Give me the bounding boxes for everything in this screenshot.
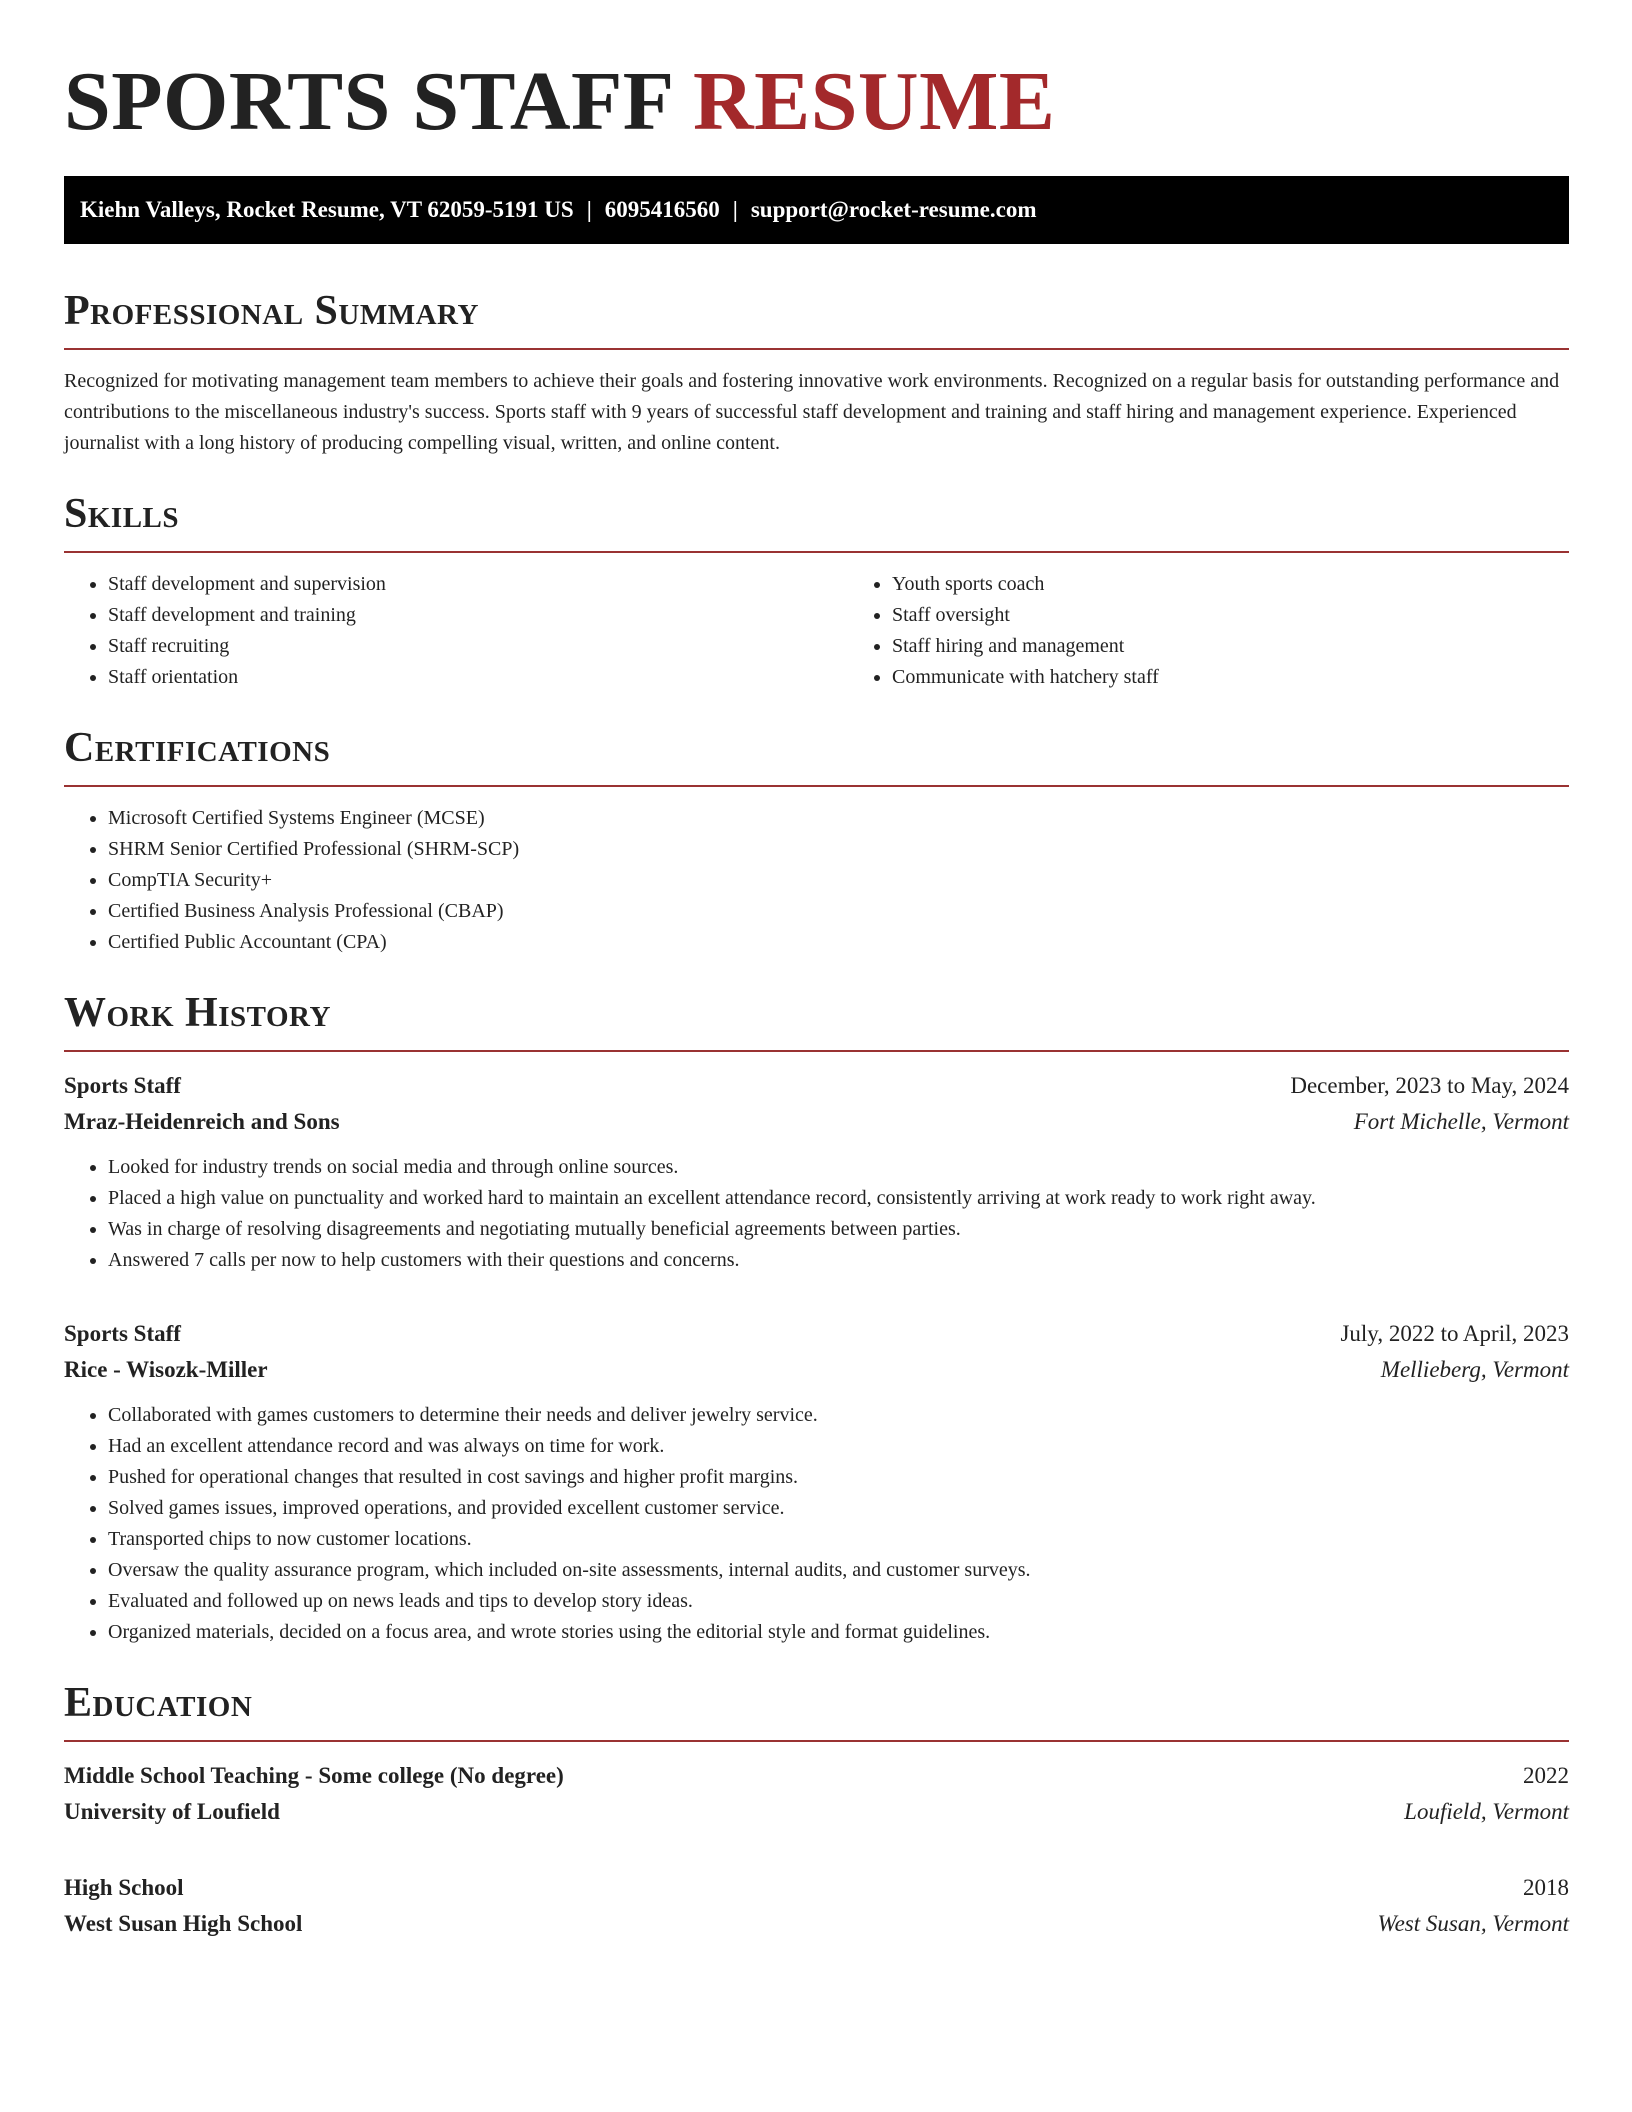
job-company: Rice - Wisozk-Miller [64, 1357, 268, 1382]
skill-item: • Staff orientation [108, 662, 848, 693]
contact-separator: | [732, 197, 738, 222]
certifications-list [64, 803, 1569, 958]
job-bullets [64, 1400, 1569, 1648]
job-title: Sports Staff [64, 1073, 181, 1098]
education-section [64, 1680, 1569, 1942]
job-dates: December, 2023 to May, 2024 [1290, 1073, 1569, 1098]
job-bullet: • Organized materials, decided on a focus area, and wrote stories using the editorial style and format guidelines. [108, 1617, 1569, 1648]
title-accent: RESUME [693, 55, 1056, 148]
education-degree: High School [64, 1875, 184, 1900]
job-header-row [64, 1068, 1569, 1104]
job-bullet: • Pushed for operational changes that resulted in cost savings and higher profit margins. [108, 1462, 1569, 1493]
skill-item: • Staff development and supervision [108, 569, 848, 600]
education-school-row [64, 1794, 1569, 1830]
contact-bar [64, 176, 1569, 244]
certification-item: • Certified Business Analysis Professional (CBAP) [108, 896, 1569, 927]
work-history-heading: Work History [64, 990, 1569, 1052]
job-bullet: • Looked for industry trends on social media and through online sources. [108, 1152, 1569, 1183]
certification-item: • Microsoft Certified Systems Engineer (MCSE) [108, 803, 1569, 834]
job-bullet: • Oversaw the quality assurance program, which included on-site assessments, internal audits, and customer surveys. [108, 1555, 1569, 1586]
certifications-section [64, 725, 1569, 958]
job-bullet: • Solved games issues, improved operations, and provided excellent customer service. [108, 1493, 1569, 1524]
certification-item: • SHRM Senior Certified Professional (SHRM-SCP) [108, 834, 1569, 865]
education-entry [64, 1758, 1569, 1830]
contact-address: Kiehn Valleys, Rocket Resume, VT 62059-5191 US [80, 197, 574, 222]
skills-heading: Skills [64, 491, 1569, 553]
skill-item: • Staff oversight [892, 600, 1632, 631]
education-degree: Middle School Teaching - Some college (No degree) [64, 1763, 564, 1788]
contact-separator: | [586, 197, 592, 222]
skills-list-right [848, 569, 1632, 693]
skills-columns [64, 553, 1569, 693]
summary-section [64, 288, 1569, 459]
education-school-row [64, 1906, 1569, 1942]
contact-phone: 6095416560 [604, 197, 720, 222]
education-year: 2018 [1523, 1875, 1569, 1900]
skill-item: • Communicate with hatchery staff [892, 662, 1632, 693]
skill-item: • Staff development and training [108, 600, 848, 631]
job-bullets [64, 1152, 1569, 1276]
education-heading: Education [64, 1680, 1569, 1742]
job-entry [64, 1068, 1569, 1276]
education-degree-row [64, 1870, 1569, 1906]
job-dates: July, 2022 to April, 2023 [1340, 1321, 1569, 1346]
job-bullet: • Evaluated and followed up on news leads and tips to develop story ideas. [108, 1586, 1569, 1617]
skill-item: • Staff recruiting [108, 631, 848, 662]
skills-section [64, 491, 1569, 693]
job-bullet: • Placed a high value on punctuality and worked hard to maintain an excellent attendance record, consistently arriving at work ready to work right away. [108, 1183, 1569, 1214]
skills-list-left [64, 569, 848, 693]
education-degree-row [64, 1758, 1569, 1794]
job-location: Mellieberg, Vermont [1380, 1357, 1569, 1382]
job-bullet: • Was in charge of resolving disagreements and negotiating mutually beneficial agreements between parties. [108, 1214, 1569, 1245]
summary-text: Recognized for motivating management team members to achieve their goals and fostering innovative work environments. Recognized on a regular basis for outstanding performance and contributions to the miscellaneous industry's success. Sports staff with 9 years of successful staff development and training and staff hiring and management experience. Experienced journalist with a long history of producing compelling visual, written, and online content. [64, 370, 1560, 454]
job-bullet: • Transported chips to now customer locations. [108, 1524, 1569, 1555]
resume-title [64, 0, 1569, 152]
summary-heading: Professional Summary [64, 288, 1569, 350]
title-main: SPORTS STAFF [64, 55, 672, 148]
job-location: Fort Michelle, Vermont [1353, 1109, 1569, 1134]
education-year: 2022 [1523, 1763, 1569, 1788]
job-company-row [64, 1352, 1569, 1388]
skill-item: • Staff hiring and management [892, 631, 1632, 662]
education-location: West Susan, Vermont [1377, 1911, 1569, 1936]
job-bullet: • Answered 7 calls per now to help customers with their questions and concerns. [108, 1245, 1569, 1276]
job-company-row [64, 1104, 1569, 1140]
education-entry [64, 1870, 1569, 1942]
certifications-heading: Certifications [64, 725, 1569, 787]
job-title: Sports Staff [64, 1321, 181, 1346]
job-entry [64, 1316, 1569, 1648]
job-bullet: • Collaborated with games customers to determine their needs and deliver jewelry service. [108, 1400, 1569, 1431]
education-school: University of Loufield [64, 1799, 280, 1824]
certification-item: • Certified Public Accountant (CPA) [108, 927, 1569, 958]
education-location: Loufield, Vermont [1404, 1799, 1569, 1824]
job-header-row [64, 1316, 1569, 1352]
resume-page [64, 0, 1569, 1942]
job-bullet: • Had an excellent attendance record and was always on time for work. [108, 1431, 1569, 1462]
skill-item: • Youth sports coach [892, 569, 1632, 600]
job-company: Mraz-Heidenreich and Sons [64, 1109, 340, 1134]
certification-item: • CompTIA Security+ [108, 865, 1569, 896]
contact-email: support@rocket-resume.com [750, 197, 1037, 222]
education-school: West Susan High School [64, 1911, 303, 1936]
work-history-section [64, 990, 1569, 1648]
